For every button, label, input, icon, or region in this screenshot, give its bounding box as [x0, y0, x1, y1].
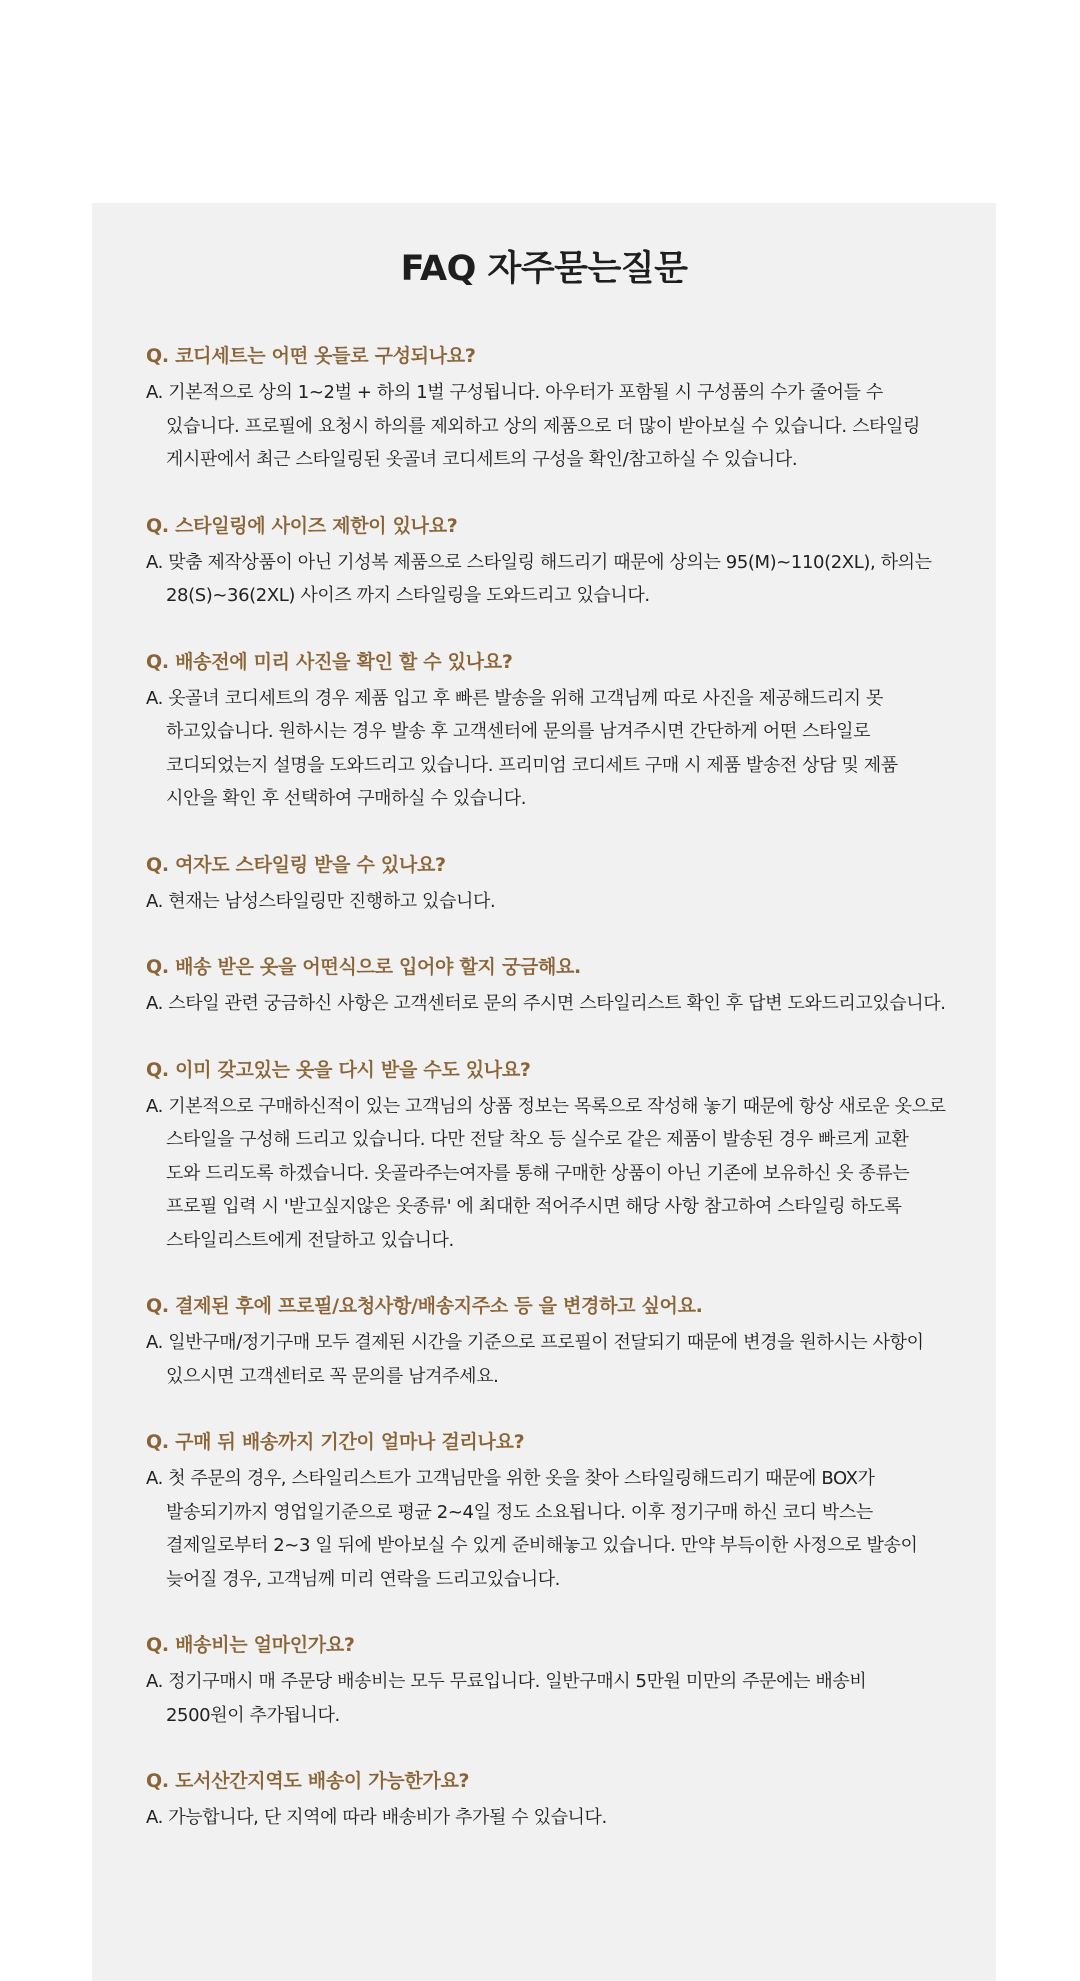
faq-item	[146, 850, 946, 919]
faq-question: Q. 이미 갖고있는 옷을 다시 받을 수도 있나요?	[146, 1058, 531, 1081]
faq-answer: A. 가능합니다, 단 지역에 따라 배송비가 추가될 수 있습니다.	[146, 1807, 607, 1828]
faq-answer: A. 첫 주문의 경우, 스타일리스트가 고객님만을 위한 옷을 찾아 스타일링해드리기 때문에 BOX가 발송되기까지 영업일기준으로 평균 2~4일 정도 소요됩니다. 이후 정기구매 하신 코디 박스는 결제일로부터 2~3 일 뒤에 받아보실 수 있게 준비해놓고 있습니다. 만약 부득이한 사정으로 발송이 늦어질 경우, 고객님께 미리 연락을 드리고있습니다.	[146, 1468, 918, 1590]
faq-answer: A. 기본적으로 구매하신적이 있는 고객님의 상품 정보는 목록으로 작성해 놓기 때문에 항상 새로운 옷으로 스타일을 구성해 드리고 있습니다. 다만 전달 착오 등 실수로 같은 제품이 발송된 경우 빠르게 교환 도와 드리도록 하겠습니다. 옷골라주는여자를 통해 구매한 상품이 아닌 기존에 보유하신 옷 종류는 프로필 입력 시 '받고싶지않은 옷종류' 에 최대한 적어주시면 해당 사항 참고하여 스타일링 하도록 스타일리스트에게 전달하고 있습니다.	[146, 1095, 946, 1251]
faq-answer: A. 정기구매시 매 주문당 배송비는 모두 무료입니다. 일반구매시 5만원 미만의 주문에는 배송비 2500원이 추가됩니다.	[146, 1671, 867, 1726]
faq-list	[146, 341, 946, 1869]
faq-item	[146, 1766, 946, 1835]
faq-answer: A. 옷골녀 코디세트의 경우 제품 입고 후 빠른 발송을 위해 고객님께 따로 사진을 제공해드리지 못 하고있습니다. 원하시는 경우 발송 후 고객센터에 문의를 남겨주시면 간단하게 어떤 스타일로 코디되었는지 설명을 도와드리고 있습니다. 프리미엄 코디세트 구매 시 제품 발송전 상담 및 제품 시안을 확인 후 선택하여 구매하실 수 있습니다.	[146, 687, 898, 809]
faq-question: Q. 배송비는 얼마인가요?	[146, 1634, 355, 1656]
faq-question: Q. 결제된 후에 프로필/요청사항/배송지주소 등 을 변경하고 싶어요.	[146, 1295, 703, 1317]
faq-answer: A. 맞춤 제작상품이 아닌 기성복 제품으로 스타일링 해드리기 때문에 상의는 95(M)~110(2XL), 하의는 28(S)~36(2XL) 사이즈 까지 스타일링을 도와드리고 있습니다.	[146, 551, 932, 606]
faq-answer: A. 스타일 관련 궁금하신 사항은 고객센터로 문의 주시면 스타일리스트 확인 후 답변 도와드리고있습니다.	[146, 993, 946, 1014]
faq-panel	[92, 203, 996, 1981]
faq-item	[146, 1055, 946, 1258]
faq-question: Q. 코디세트는 어떤 옷들로 구성되나요?	[146, 345, 476, 367]
faq-question: Q. 스타일링에 사이즈 제한이 있나요?	[146, 514, 458, 537]
faq-question: Q. 배송 받은 옷을 어떤식으로 입어야 할지 궁금해요.	[146, 956, 581, 978]
faq-item	[146, 511, 946, 613]
faq-item	[146, 1291, 946, 1393]
faq-item	[146, 647, 946, 816]
faq-answer: A. 일반구매/정기구매 모두 결제된 시간을 기준으로 프로필이 전달되기 때문에 변경을 원하시는 사항이 있으시면 고객센터로 꼭 문의를 남겨주세요.	[146, 1332, 924, 1387]
faq-question: Q. 도서산간지역도 배송이 가능한가요?	[146, 1770, 470, 1792]
faq-item	[146, 952, 946, 1021]
page-title: FAQ 자주묻는질문	[400, 249, 688, 289]
faq-item	[146, 341, 946, 477]
faq-answer: A. 현재는 남성스타일링만 진행하고 있습니다.	[146, 890, 496, 912]
faq-item	[146, 1427, 946, 1596]
faq-item	[146, 1630, 946, 1732]
faq-question: Q. 구매 뒤 배송까지 기간이 얼마나 걸리나요?	[146, 1431, 525, 1453]
faq-question: Q. 배송전에 미리 사진을 확인 할 수 있나요?	[146, 650, 513, 673]
faq-answer: A. 기본적으로 상의 1~2벌 + 하의 1벌 구성됩니다. 아우터가 포함될 시 구성품의 수가 줄어들 수 있습니다. 프로필에 요청시 하의를 제외하고 상의 제품으로 더 많이 받아보실 수 있습니다. 스타일링 게시판에서 최근 스타일링된 옷골녀 코디세트의 구성을 확인/참고하실 수 있습니다.	[146, 382, 921, 470]
faq-question: Q. 여자도 스타일링 받을 수 있나요?	[146, 853, 446, 876]
